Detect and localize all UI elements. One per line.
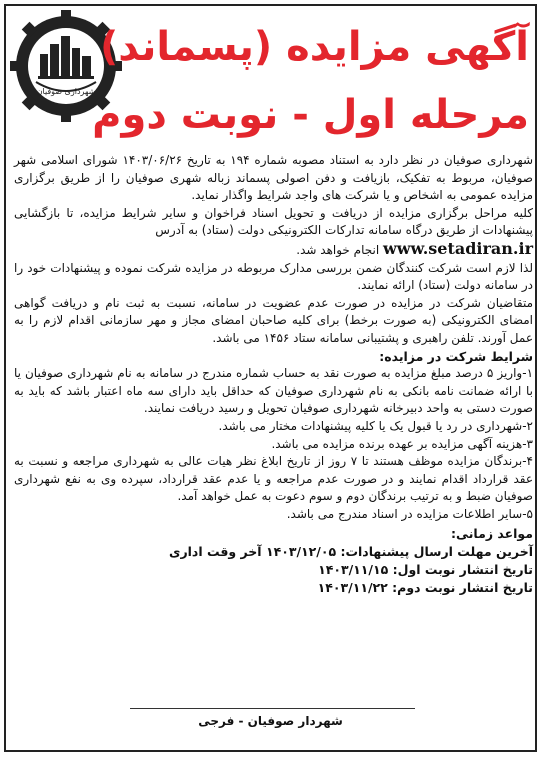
condition-item: ۳-هزینه آگهی مزایده بر عهده برنده مزایده می باشد. [271,436,533,451]
condition-item: ۴-برندگان مزایده موظف هستند تا ۷ روز از تاریخ ابلاغ نظر هیات عالی به شهرداری مراجعه و نسبت به عقد قرارداد اقدام نمایند و در صورت عدم مراجعه و یا عدم عقد قرارداد، سپرده وی به نفع شهرداری صوفیان ضبط و به ترتیب برندگان دوم و سوم دعوت به عمل خواهد آمد. [14,454,533,504]
procedure-paragraph [14,205,533,240]
footer-divider [130,708,415,709]
notice-title: آگهی مزایده (پسماند) [99,24,529,70]
conditions-heading: شرایط شرکت در مزایده: [379,348,533,364]
notice-body [14,152,533,597]
deadlines-block [14,525,533,597]
setad-url-link[interactable]: www.setadiran.ir [383,238,533,258]
notice-subtitle: مرحله اول - نوبت دوم [92,92,529,138]
condition-item: ۲-شهرداری در رد یا قبول یک یا کلیه پیشنهادات مختار می باشد. [218,418,533,433]
intro-paragraph: شهرداری صوفیان در نظر دارد به استناد مصوبه شماره ۱۹۴ به تاریخ ۱۴۰۳/۰۶/۲۶ شورای اسلامی شهر صوفیان، مربوط به تفکیک، بازیافت و دفن اصولی پسماند زباله شهری صوفیان را از طریق برگزاری مزایده عمومی به اشخاص و یا شرکت های واجد شرایط واگذار نماید. [14,153,534,203]
deadline-item: تاریخ انتشار نوبت دوم: ۱۴۰۳/۱۱/۲۲ [317,580,533,596]
deadline-item: تاریخ انتشار نوبت اول: ۱۴۰۳/۱۱/۱۵ [318,562,533,578]
logo-text: شهرداری صوفیان [36,87,96,96]
requirement-paragraph: لذا لازم است شرکت کنندگان ضمن بررسی مدارک مربوطه در مزایده شرکت نموده و پیشنهادات خود را در سامانه دولت (ستاد) ارائه نمایند. [14,260,533,293]
procedure-text: کلیه مراحل برگزاری مزایده از دریافت و تحویل اسناد فراخوان و سایر شرایط مزایده، تا بازگشایی پیشنهادات از طریق درگاه سامانه تدارکات الکترونیکی دولت (ستاد) به آدرس [14,205,533,238]
footer-signature: شهردار صوفیان - فرجی [198,714,343,728]
url-line [14,240,533,260]
registration-paragraph: متقاضیان شرکت در مزایده در صورت عدم عضویت در سامانه، نسبت به ثبت نام و دریافت گواهی امضای الکترونیکی (به صورت برخط) برای کلیه صاحبان امضای مجاز و مهر سازمانی اقدام لازم را به عمل آورند. تلفن راهبری و پشتیبانی سامانه ستاد ۱۴۵۶ می باشد. [14,295,533,345]
url-line-suffix: انجام خواهد شد. [296,242,380,257]
condition-item: ۱-واریز ۵ درصد مبلغ مزایده به صورت نقد به حساب شماره مندرج در سامانه به نام شهرداری صوفیان یا با ارائه ضمانت نامه بانکی به نام شهرداری صوفیان که حداقل باید دارای سه ماه اعتبار باشد که باید به صورت دستی به واحد دبیرخانه شهرداری صوفیان تحویل و رسید دریافت نمایند. [14,366,534,416]
condition-item: ۵-سایر اطلاعات مزایده در اسناد مندرج می باشد. [286,506,533,521]
deadline-item: آخرین مهلت ارسال پیشنهادات: ۱۴۰۳/۱۲/۰۵ آخر وقت اداری [168,544,533,560]
deadlines-heading: مواعد زمانی: [451,526,533,542]
